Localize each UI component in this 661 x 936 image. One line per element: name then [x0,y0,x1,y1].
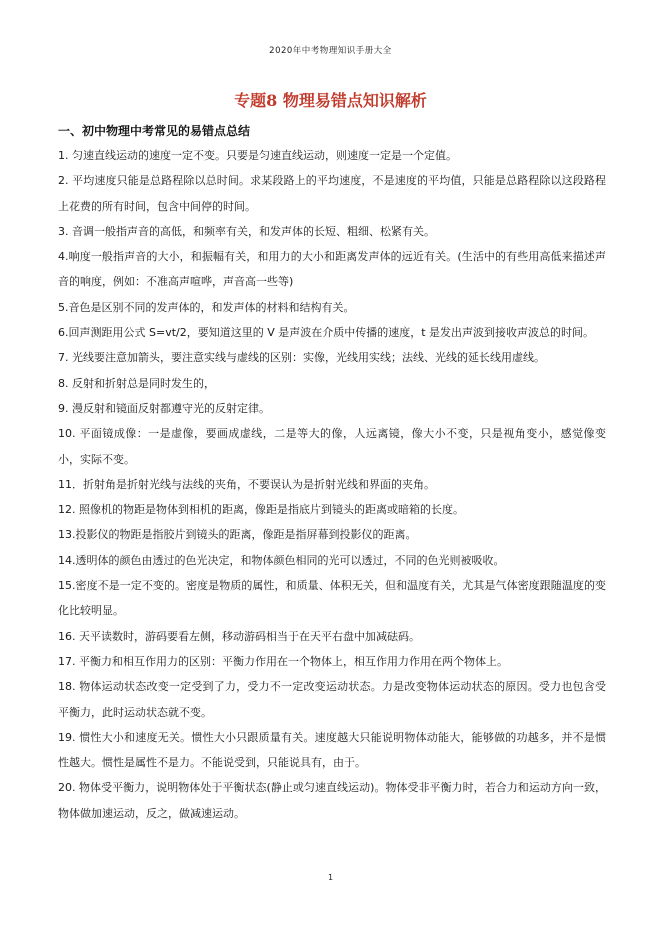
list-item: 1. 匀速直线运动的速度一定不变。只要是匀速直线运动，则速度一定是一个定值。 [58,149,457,162]
running-header: 2020年中考物理知识手册大全 [269,46,392,56]
list-item: 6.回声测距用公式 S=vt/2，要知道这里的 V 是声波在介质中传播的速度，t 是发出声波到接收声波总的时间。 [58,326,595,340]
list-item: 18. 物体运动状态改变一定受到了力，受力不一定改变运动状态。力是改变物体运动状态的原因。受力也包含受平衡力，此时运动状态就不变。 [58,680,606,719]
list-item: 3. 音调一般指声音的高低，和频率有关，和发声体的长短、粗细、松紧有关。 [58,224,435,238]
page-title: 专题8 物理易错点知识解析 [234,91,427,110]
list-item: 4.响度一般指声音的大小，和振幅有关，和用力的大小和距离发声体的远近有关。(生活中的有些用高低来描述声音的响度，例如：不准高声喧哗，声音高一些等) [58,250,606,289]
list-item: 14.透明体的颜色由透过的色光决定，和物体颜色相同的光可以透过，不同的色光则被吸收。 [58,553,505,567]
list-item: 9. 漫反射和镜面反射都遵守光的反射定律。 [58,401,270,415]
list-item: 20. 物体受平衡力，说明物体处于平衡状态(静止或匀速直线运动)。物体受非平衡力时，若合力和运动方向一致，物体做加速运动，反之，做减速运动。 [58,781,606,820]
list-item: 19. 惯性大小和速度无关。惯性大小只跟质量有关。速度越大只能说明物体动能大，能够做的功越多，并不是惯性越大。惯性是属性不是力。不能说受到，只能说具有，由于。 [58,730,606,770]
list-item: 8. 反射和折射总是同时发生的， [58,376,215,390]
section-heading: 一、初中物理中考常见的易错点总结 [58,124,251,138]
list-item: 7. 光线要注意加箭头，要注意实线与虚线的区别：实像，光线用实线；法线、光线的延长线用虚线。 [58,351,545,365]
list-item: 12. 照像机的物距是物体到相机的距离，像距是指底片到镜头的距离或暗箱的长度。 [58,503,464,517]
list-item: 16. 天平读数时，游码要看左侧，移动游码相当于在天平右盘中加减砝码。 [58,629,420,643]
list-item: 17. 平衡力和相互作用力的区别：平衡力作用在一个物体上，相互作用力作用在两个物体上。 [58,654,508,668]
list-item: 10. 平面镜成像：一是虚像，要画成虚线，二是等大的像，人远离镜，像大小不变，只是视角变小，感觉像变小，实际不变。 [58,427,606,466]
list-item: 5.音色是区别不同的发声体的，和发声体的材料和结构有关。 [58,300,355,314]
item-list [58,143,606,826]
page-number: 1 [327,873,334,882]
list-item: 15.密度不是一定不变的。密度是物质的属性，和质量、体积无关，但和温度有关，尤其是气体密度跟随温度的变化比较明显。 [58,579,606,618]
list-item: 13.投影仪的物距是指胶片到镜头的距离，像距是指屏幕到投影仪的距离。 [58,528,417,542]
list-item: 11．折射角是折射光线与法线的夹角，不要误认为是折射光线和界面的夹角。 [58,477,435,491]
list-item: 2. 平均速度只能是总路程除以总时间。求某段路上的平均速度，不是速度的平均值，只能是总路程除以这段路程上花费的所有时间，包含中间停的时间。 [58,174,606,213]
